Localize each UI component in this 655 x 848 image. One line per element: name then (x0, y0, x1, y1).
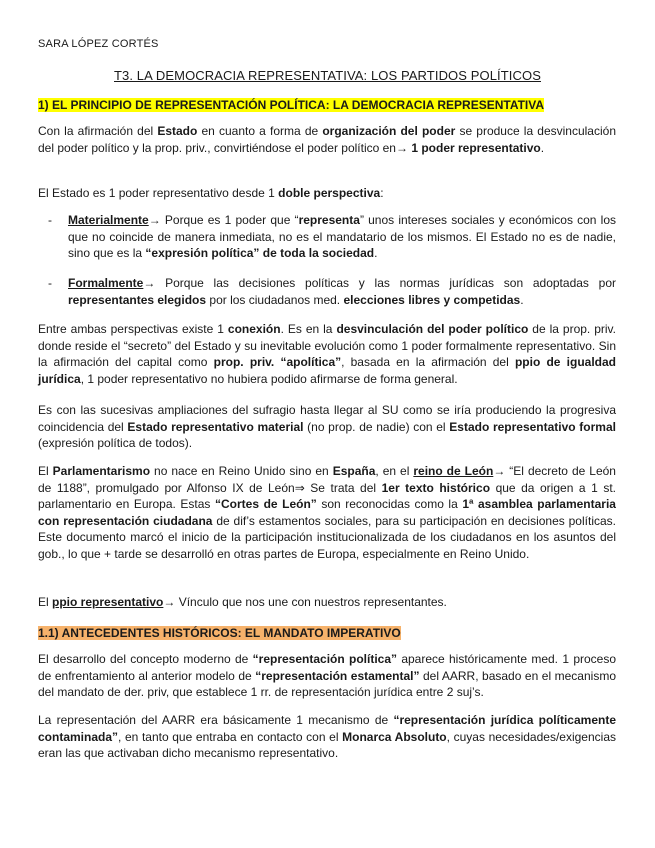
paragraph-doble-perspectiva: El Estado es 1 poder representativo desde 1 doble perspectiva: (38, 186, 384, 200)
paragraph-conexion: Entre ambas perspectivas existe 1 conexión. Es en la desvinculación del poder político de la prop. priv. donde reside el “secreto” del Estado y su inevitable evolución como 1 poder formalmente representativo. Sin la afirmación del capital como prop. priv. “apolítica”, basada en la afirmación del ppio de igualdad jurídica, 1 poder representativo no hubiera podido afirmarse de forma general. (38, 322, 616, 386)
document-title: T3. LA DEMOCRACIA REPRESENTATIVA: LOS PARTIDOS POLÍTICOS (114, 68, 541, 83)
paragraph-parlamentarismo: El Parlamentarismo no nace en Reino Unido sino en España, en el reino de León→ “El decreto de León de 1188”, promulgado por Alfonso IX de León⇒ Se trata del 1er texto histórico que da origen a 1 st. parlamentario en Europa. Estas “Cortes de León” son reconocidas como la 1ª asamblea parlamentaria con representación ciudadana de dif’s estamentos sociales, para su participación en decisiones políticas. Este documento marcó el inicio de la participación institucionalizada de los ciudadanos en los asuntos del gob., lo que + tarde se desarrolló en otras partes de Europa, especialmente en Reino Unido. (38, 464, 616, 561)
author-name: SARA LÓPEZ CORTÉS (38, 38, 159, 50)
section-heading-1-1: 1.1) ANTECEDENTES HISTÓRICOS: EL MANDATO IMPERATIVO (38, 626, 401, 640)
paragraph-aarr: La representación del AARR era básicamente 1 mecanismo de “representación jurídica políticamente contaminada”, en tanto que entraba en contacto con el Monarca Absoluto, cuyas necesidades/exigencias eran las que activaban dicho mecanismo representativo. (38, 713, 617, 761)
paragraph-ppio-representativo: El ppio representativo→ Vínculo que nos une con nuestros representantes. (38, 595, 447, 609)
document-page: SARA LÓPEZ CORTÉS T3. LA DEMOCRACIA REPRESENTATIVA: LOS PARTIDOS POLÍTICOS 1) EL PRINCIPIO DE REPRESENTACIÓN POLÍTICA: LA DEMOCRACIA REPRESENTATIVA Con la afirmación del Estado en cuanto a forma de organización del poder se produce la desvinculación del poder político y la prop. priv., convirtiéndose el poder político en→ 1 poder representativo. El Estado es 1 poder representativo desde 1 doble perspectiva: - Materialmente→ Porque es 1 poder que “representa” unos intereses sociales y económicos con los que no coincide de manera inmediata, no es el mandatario de los mismos. El Estado no es de nadie, sino que es la “expresión política” de toda la sociedad. - Formalmente→ Porque las decisiones políticas y las normas jurídicas son adoptadas por representantes elegidos por los ciudadanos med. elecciones libres y competidas. Entre ambas perspectivas existe 1 conexión. Es en la desvinculación del poder político de la prop. priv. donde reside el “secreto” del Estado y su inevitable evolución como 1 poder formalmente representativo. Sin la afirmación del capital como prop. priv. “apolítica”, basada en la afirmación del ppio de igualdad jurídica, 1 poder representativo no hubiera podido afirmarse de forma general. Es con las sucesivas ampliaciones del sufragio hasta llegar al SU como se iría produciendo la progresiva coincidencia del Estado representativo material (no prop. de nadie) con el Estado representativo formal (expresión política de todos). El Parlamentarismo no nace en Reino Unido sino en España, en el reino de León→ “El decreto de León de 1188”, promulgado por Alfonso IX de León⇒ Se trata del 1er texto histórico que da origen a 1 st. parlamentario en Europa. Estas “Cortes de León” son reconocidas como la 1ª asamblea parlamentaria con representación ciudadana de dif’s estamentos sociales, para su participación en decisiones políticas. Este documento marcó el inicio de la participación institucionalizada de los ciudadanos en los asuntos del gob., lo que + tarde se desarrolló en otras partes de Europa, especialmente en Reino Unido. El ppio representativo→ Vínculo que nos une con nuestros representantes. 1.1) ANTECEDENTES HISTÓRICOS: EL MANDATO IMPERATIVO El desarrollo del concepto moderno de “representación política” aparece históricamente med. 1 proceso de enfrentamiento al anterior modelo de “representación estamental” del AARR, basado en el mecanismo del mandato de der. priv, que establece 1 rr. de representación jurídica entre 2 suj’s. La representación del AARR era básicamente 1 mecanismo de “representación jurídica políticamente contaminada”, en tanto que entraba en contacto con el Monarca Absoluto, cuyas necesidades/exigencias eran las que activaban dicho mecanismo representativo. (0, 0, 655, 848)
paragraph-estado: Con la afirmación del Estado en cuanto a forma de organización del poder se produce la desvinculación del poder político y la prop. priv., convirtiéndose el poder político en→ 1 poder representativo. (38, 124, 616, 155)
paragraph-sufragio: Es con las sucesivas ampliaciones del sufragio hasta llegar al SU como se iría produciendo la progresiva coincidencia del Estado representativo material (no prop. de nadie) con el Estado representativo formal (expresión política de todos). (38, 403, 616, 451)
paragraph-representacion-politica: El desarrollo del concepto moderno de “representación política” aparece históricamente med. 1 proceso de enfrentamiento al anterior modelo de “representación estamental” del AARR, basado en el mecanismo del mandato de der. priv, que establece 1 rr. de representación jurídica entre 2 suj’s. (38, 652, 617, 700)
section-heading-1: 1) EL PRINCIPIO DE REPRESENTACIÓN POLÍTICA: LA DEMOCRACIA REPRESENTATIVA (38, 98, 545, 112)
